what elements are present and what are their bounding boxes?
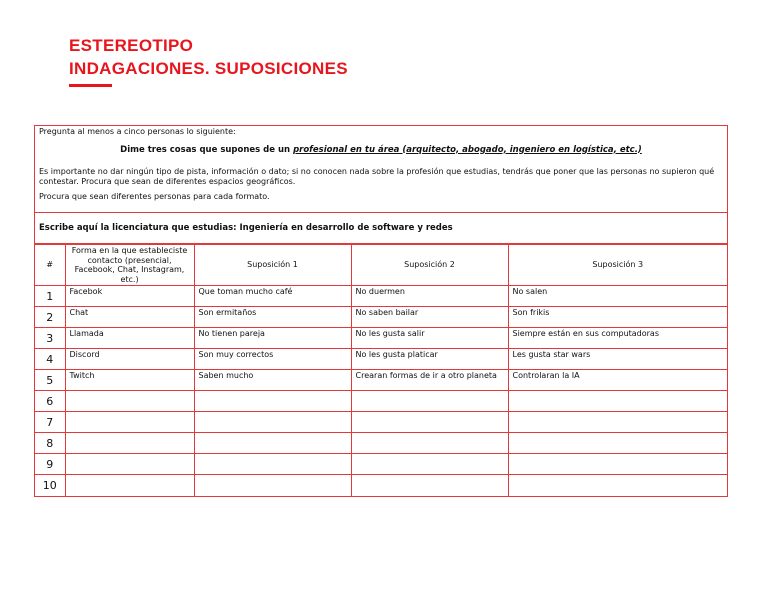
responses-table bbox=[35, 244, 727, 496]
assumption-1-cell[interactable]: Son muy correctos bbox=[194, 349, 351, 370]
assumption-3-cell[interactable] bbox=[508, 454, 727, 475]
row-number: 8 bbox=[35, 433, 65, 454]
assumption-1-cell[interactable] bbox=[194, 433, 351, 454]
contact-method-cell[interactable] bbox=[65, 475, 194, 496]
row-number: 2 bbox=[35, 307, 65, 328]
contact-method-cell[interactable] bbox=[65, 433, 194, 454]
row-number: 9 bbox=[35, 454, 65, 475]
row-number: 4 bbox=[35, 349, 65, 370]
contact-method-cell[interactable]: Chat bbox=[65, 307, 194, 328]
assumption-1-cell[interactable]: Son ermitaños bbox=[194, 307, 351, 328]
assumption-2-cell[interactable]: No les gusta salir bbox=[351, 328, 508, 349]
table-row bbox=[35, 307, 727, 328]
assumption-2-cell[interactable]: Crearan formas de ir a otro planeta bbox=[351, 370, 508, 391]
assumption-3-cell[interactable] bbox=[508, 433, 727, 454]
page-title: ESTEREOTIPO bbox=[69, 36, 194, 55]
degree-field[interactable]: Escribe aquí la licenciatura que estudias: Ingeniería en desarrollo de software y redes bbox=[35, 213, 727, 244]
row-number: 6 bbox=[35, 391, 65, 412]
title-underline bbox=[69, 84, 112, 87]
table-row bbox=[35, 412, 727, 433]
assumption-2-cell[interactable] bbox=[351, 454, 508, 475]
assumption-1-cell[interactable] bbox=[194, 475, 351, 496]
table-header-row bbox=[35, 245, 727, 286]
contact-method-cell[interactable] bbox=[65, 391, 194, 412]
assumption-2-cell[interactable]: No duermen bbox=[351, 286, 508, 307]
table-row bbox=[35, 454, 727, 475]
header-assumption-1: Suposición 1 bbox=[194, 245, 351, 286]
assumption-3-cell[interactable]: Siempre están en sus computadoras bbox=[508, 328, 727, 349]
contact-method-cell[interactable]: Llamada bbox=[65, 328, 194, 349]
row-number: 10 bbox=[35, 475, 65, 496]
contact-method-cell[interactable] bbox=[65, 454, 194, 475]
table-row bbox=[35, 433, 727, 454]
header-contact: Forma en la que estableciste contacto (presencial, Facebook, Chat, Instagram, etc.) bbox=[65, 245, 194, 286]
instructions-block bbox=[35, 126, 727, 213]
assumption-1-cell[interactable]: No tienen pareja bbox=[194, 328, 351, 349]
row-number: 1 bbox=[35, 286, 65, 307]
question-emphasis: profesional en tu área (arquitecto, abogado, ingeniero en logística, etc.) bbox=[293, 144, 642, 155]
assumption-3-cell[interactable]: Son frikis bbox=[508, 307, 727, 328]
assumption-2-cell[interactable]: No saben bailar bbox=[351, 307, 508, 328]
table-row bbox=[35, 328, 727, 349]
assumption-1-cell[interactable]: Que toman mucho café bbox=[194, 286, 351, 307]
instruction-note: Es importante no dar ningún tipo de pista, información o dato; si no conocen nada sobre la profesión que estudias, tendrás que poner que las personas no supieron qué contestar. Procura que sean de diferentes espacios geográficos. bbox=[39, 167, 715, 186]
header-number: # bbox=[35, 245, 65, 286]
row-number: 5 bbox=[35, 370, 65, 391]
table-row bbox=[35, 286, 727, 307]
table-row bbox=[35, 475, 727, 496]
assumption-1-cell[interactable] bbox=[194, 454, 351, 475]
assumption-2-cell[interactable] bbox=[351, 433, 508, 454]
header-assumption-3: Suposición 3 bbox=[508, 245, 727, 286]
instruction-note-2: Procura que sean diferentes personas para cada formato. bbox=[39, 192, 270, 201]
table-row bbox=[35, 391, 727, 412]
table-row bbox=[35, 370, 727, 391]
page-subtitle: INDAGACIONES. SUPOSICIONES bbox=[69, 59, 348, 78]
assumption-3-cell[interactable]: No salen bbox=[508, 286, 727, 307]
header-assumption-2: Suposición 2 bbox=[351, 245, 508, 286]
row-number: 3 bbox=[35, 328, 65, 349]
contact-method-cell[interactable] bbox=[65, 412, 194, 433]
assumption-3-cell[interactable] bbox=[508, 475, 727, 496]
assumption-3-cell[interactable]: Controlaran la IA bbox=[508, 370, 727, 391]
assumption-1-cell[interactable] bbox=[194, 391, 351, 412]
contact-method-cell[interactable]: Twitch bbox=[65, 370, 194, 391]
worksheet bbox=[34, 125, 728, 497]
assumption-1-cell[interactable]: Saben mucho bbox=[194, 370, 351, 391]
contact-method-cell[interactable]: Facebok bbox=[65, 286, 194, 307]
assumption-2-cell[interactable]: No les gusta platicar bbox=[351, 349, 508, 370]
table-row bbox=[35, 349, 727, 370]
row-number: 7 bbox=[35, 412, 65, 433]
assumption-3-cell[interactable]: Les gusta star wars bbox=[508, 349, 727, 370]
contact-method-cell[interactable]: Discord bbox=[65, 349, 194, 370]
assumption-2-cell[interactable] bbox=[351, 475, 508, 496]
assumption-2-cell[interactable] bbox=[351, 412, 508, 433]
question: Dime tres cosas que supones de un profesional en tu área (arquitecto, abogado, ingeniero en logística, etc.) bbox=[120, 144, 642, 155]
assumption-3-cell[interactable] bbox=[508, 391, 727, 412]
assumption-3-cell[interactable] bbox=[508, 412, 727, 433]
instruction-line: Pregunta al menos a cinco personas lo siguiente: bbox=[39, 127, 236, 136]
assumption-2-cell[interactable] bbox=[351, 391, 508, 412]
assumption-1-cell[interactable] bbox=[194, 412, 351, 433]
